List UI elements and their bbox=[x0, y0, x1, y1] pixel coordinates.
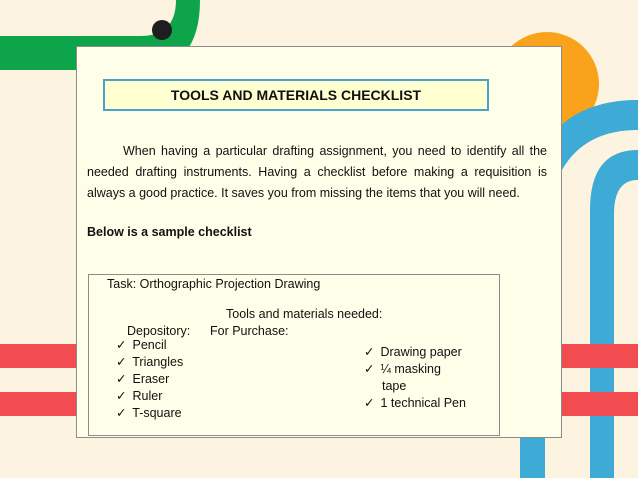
list-item-continuation: tape bbox=[382, 379, 407, 393]
check-mark-icon: ✓ bbox=[364, 396, 375, 410]
red-stripe-right-1 bbox=[560, 344, 638, 368]
list-item: ✓ ¼ masking bbox=[364, 362, 441, 376]
list-item: ✓ Triangles bbox=[116, 355, 184, 369]
intro-paragraph: When having a particular drafting assignment, you need to identify all the needed drafting instruments. Having a checklist before making a requisition is always a good practice. It saves you from missing the items that you will need. bbox=[87, 144, 547, 200]
sample-heading: Below is a sample checklist bbox=[87, 225, 252, 239]
check-mark-icon: ✓ bbox=[364, 345, 375, 359]
red-stripe-left-1 bbox=[0, 344, 80, 368]
depository-label: Depository: bbox=[127, 324, 191, 338]
check-mark-icon: ✓ bbox=[116, 338, 127, 352]
task-label: Task: Orthographic Projection Drawing bbox=[107, 277, 321, 291]
page-title: TOOLS AND MATERIALS CHECKLIST bbox=[103, 79, 489, 111]
check-mark-icon: ✓ bbox=[116, 389, 127, 403]
check-mark-icon: ✓ bbox=[364, 362, 375, 376]
red-stripe-right-2 bbox=[560, 392, 638, 416]
check-mark-icon: ✓ bbox=[116, 372, 127, 386]
check-mark-icon: ✓ bbox=[116, 406, 127, 420]
list-item: ✓ Pencil bbox=[116, 338, 167, 352]
list-item: ✓ 1 technical Pen bbox=[364, 396, 466, 410]
checklist-box bbox=[88, 274, 500, 436]
purchase-list bbox=[364, 344, 466, 412]
dark-dot bbox=[152, 20, 172, 40]
list-item: ✓ T-square bbox=[116, 406, 182, 420]
depository-list bbox=[116, 337, 183, 422]
content-card bbox=[76, 46, 562, 438]
list-item: ✓ Ruler bbox=[116, 389, 163, 403]
needed-heading: Tools and materials needed: bbox=[226, 307, 383, 321]
list-item: ✓ Eraser bbox=[116, 372, 170, 386]
purchase-label: For Purchase: bbox=[210, 324, 289, 338]
list-item: ✓ Drawing paper bbox=[364, 345, 462, 359]
blue-band-outer bbox=[590, 150, 638, 478]
red-stripe-left-2 bbox=[0, 392, 80, 416]
check-mark-icon: ✓ bbox=[116, 355, 127, 369]
